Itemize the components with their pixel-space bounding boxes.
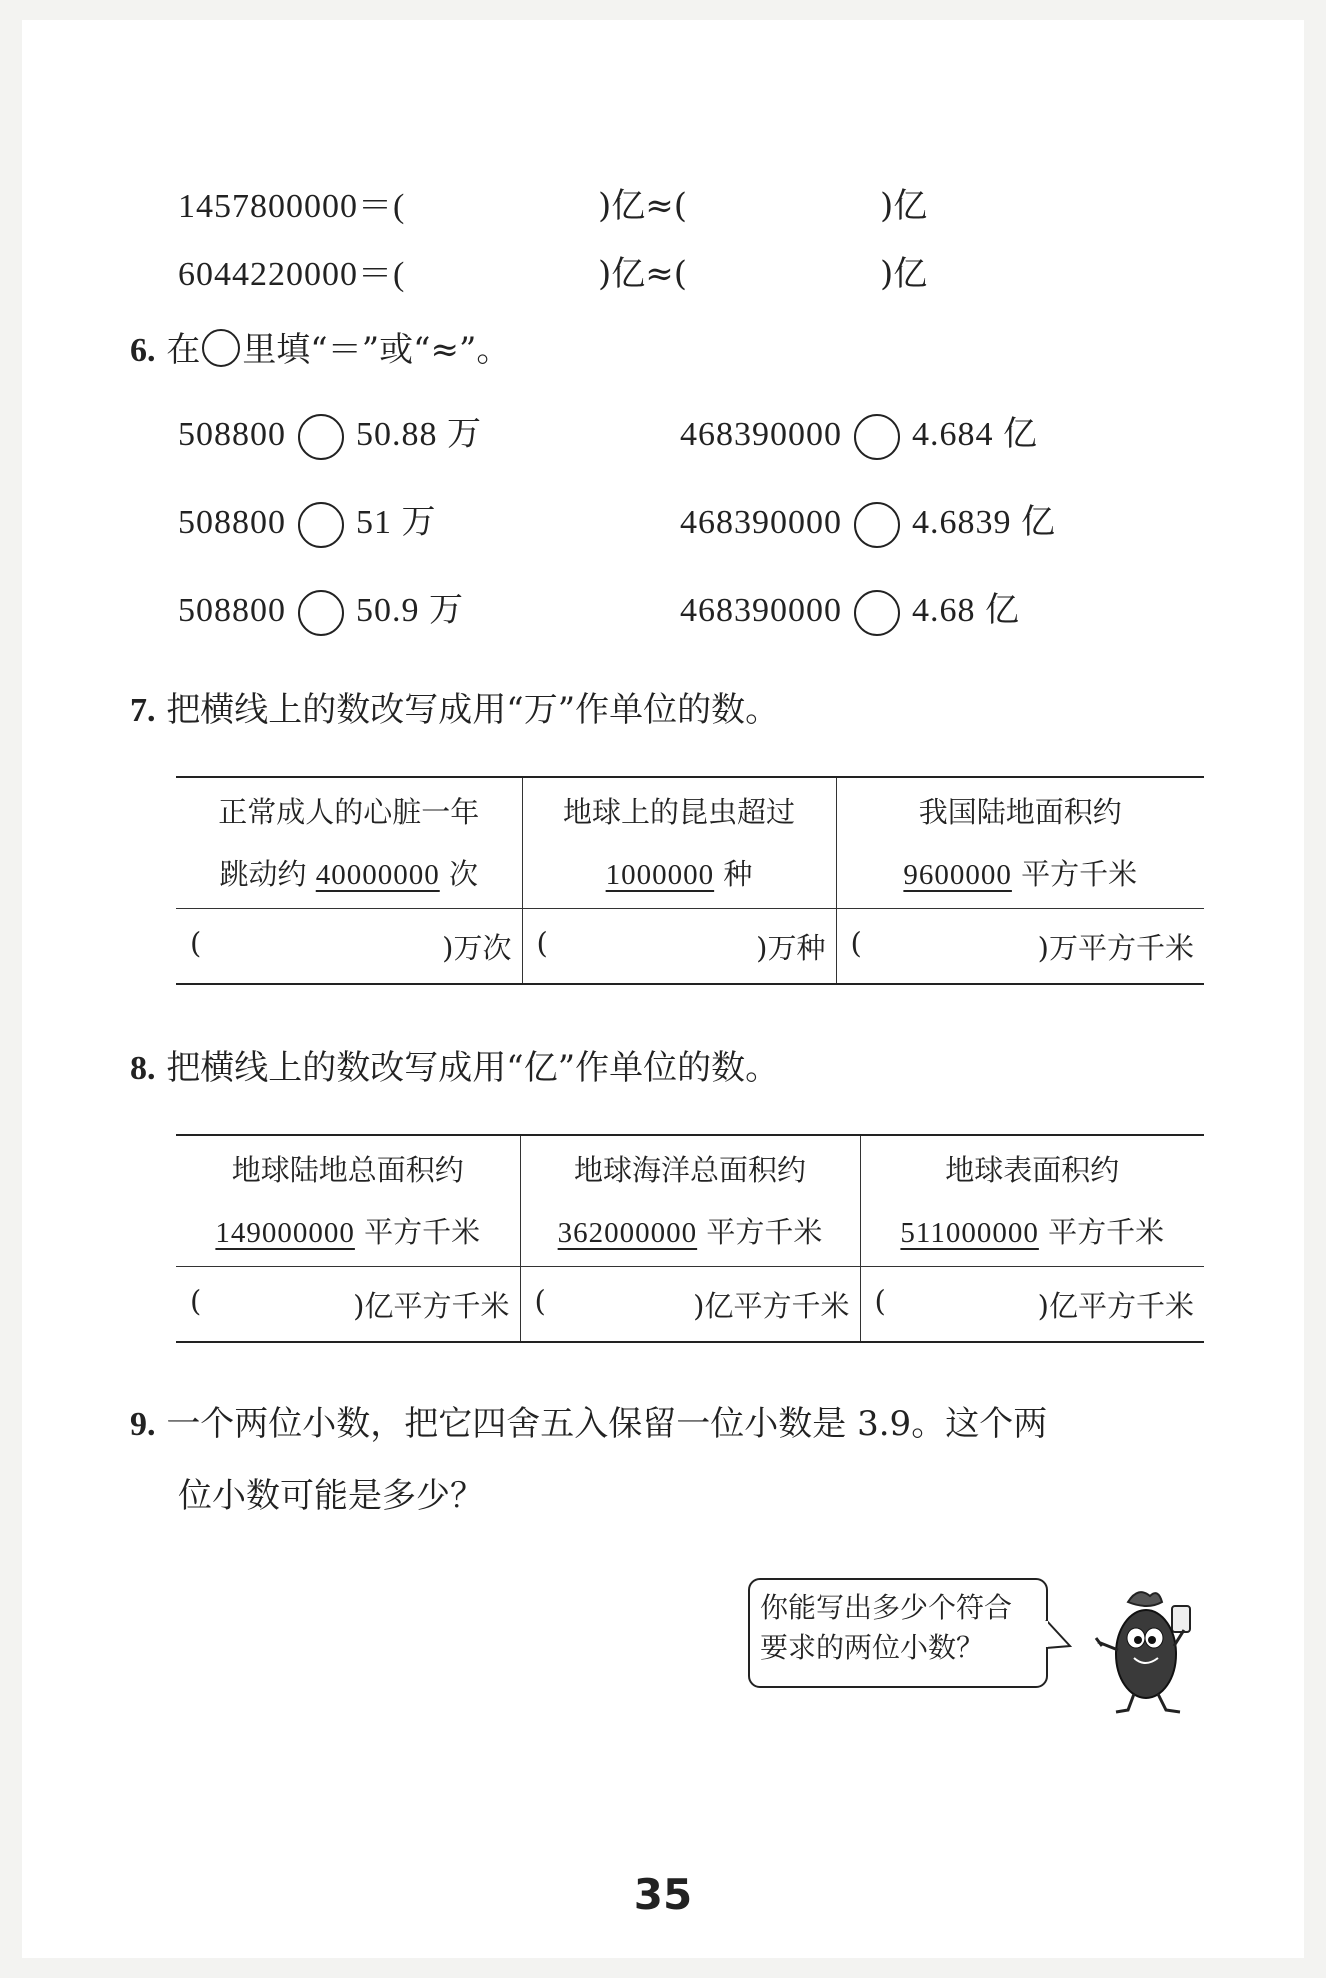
q6-right-1-a: 468390000 (680, 416, 842, 453)
q5-row-1-number: 1457800000＝( (178, 188, 406, 225)
q5-row-2 (178, 246, 405, 295)
q9-heading (130, 1396, 1047, 1445)
q7-cell-2-post: 种 (714, 856, 753, 891)
q7-number: 7. (130, 692, 156, 729)
q6-right-3-b: 4.68 亿 (912, 592, 1020, 629)
q7-cell-3-line1: 我国陆地面积约 (918, 794, 1122, 829)
q7-answer-3-close: )万平方千米 (1037, 930, 1194, 965)
q7-cell-3-post: 平方千米 (1011, 856, 1138, 891)
q6-right-1-b: 4.684 亿 (912, 416, 1038, 453)
q6-left-3-a: 508800 (178, 592, 286, 629)
q7-answer-1[interactable] (176, 909, 522, 985)
q8-answer-2-open: ( (534, 1283, 546, 1318)
q8-answer-1[interactable] (176, 1267, 520, 1343)
q7-table-row-answer (176, 909, 1204, 985)
q7-table (176, 776, 1204, 985)
q8-table-row-question (176, 1135, 1204, 1267)
q7-cell-1-value: 40000000 (315, 858, 440, 891)
q6-left-3-b: 50.9 万 (356, 592, 464, 629)
q8-table-row-answer (176, 1267, 1204, 1343)
q6-right-1 (680, 406, 1038, 460)
q7-cell-3-line2 (837, 843, 1205, 906)
q6-right-3 (680, 582, 1020, 636)
q5-row-2-end: )亿 (880, 254, 928, 294)
eggplant-mascot-icon (1088, 1580, 1208, 1720)
q5-row-1-end: )亿 (880, 186, 928, 226)
answer-circle[interactable] (298, 590, 344, 636)
q8-cell-2-line2 (521, 1201, 860, 1264)
answer-circle[interactable] (298, 502, 344, 548)
q7-cell-2-line2 (523, 843, 836, 906)
q7-heading (130, 682, 779, 731)
q7-cell-1-pre: 跳动约 (219, 856, 316, 891)
q8-title: 把横线上的数改写成用“亿”作单位的数。 (166, 1048, 780, 1088)
q7-answer-1-close: )万次 (442, 930, 512, 965)
circle-icon (202, 329, 240, 367)
q5-row-1-mid: )亿≈( (598, 186, 688, 226)
q8-cell-3-line2 (861, 1201, 1205, 1264)
q5-row-2-mid: )亿≈( (598, 254, 688, 294)
page-number: 35 (633, 1870, 693, 1919)
q9-line-2: 位小数可能是多少？ (178, 1476, 484, 1516)
q7-cell-1-line2 (176, 843, 522, 906)
hint-line-2: 要求的两位小数？ (760, 1631, 985, 1664)
q5-row-1 (178, 178, 405, 227)
q6-left-1-b: 50.88 万 (356, 416, 482, 453)
q6-right-2 (680, 494, 1056, 548)
answer-circle[interactable] (854, 414, 900, 460)
q5-row-2-number: 6044220000＝( (178, 256, 406, 293)
q7-cell-3-value: 9600000 (903, 858, 1012, 891)
q6-right-3-a: 468390000 (680, 592, 842, 629)
q6-left-1 (178, 406, 482, 460)
q7-answer-3-open: ( (850, 925, 862, 960)
q6-right-2-b: 4.6839 亿 (912, 504, 1056, 541)
q8-answer-3[interactable] (860, 1267, 1204, 1343)
answer-circle[interactable] (854, 590, 900, 636)
q8-cell-1-line1: 地球陆地总面积约 (231, 1152, 464, 1187)
q7-cell-1 (176, 777, 522, 909)
q6-left-2-a: 508800 (178, 504, 286, 541)
q7-cell-3 (836, 777, 1204, 909)
q7-answer-3[interactable] (836, 909, 1204, 985)
q6-left-3 (178, 582, 464, 636)
q6-left-2 (178, 494, 437, 548)
q7-table-row-question (176, 777, 1204, 909)
q7-cell-2-value: 1000000 (605, 858, 715, 891)
hint-speech-bubble (748, 1578, 1048, 1688)
q9-line-1: 一个两位小数，把它四舍五入保留一位小数是 3.9。这个两 (166, 1404, 1048, 1444)
q8-cell-2-value: 362000000 (557, 1216, 698, 1249)
q6-number: 6. (130, 332, 156, 369)
answer-circle[interactable] (298, 414, 344, 460)
q8-heading (130, 1040, 779, 1089)
q7-cell-1-line1: 正常成人的心脏一年 (218, 794, 480, 829)
q8-answer-3-open: ( (874, 1283, 886, 1318)
q8-answer-1-close: )亿平方千米 (353, 1288, 510, 1323)
q8-cell-1-line2 (176, 1201, 520, 1264)
q7-cell-2-line1: 地球上的昆虫超过 (562, 794, 795, 829)
q6-text-a: 在 (166, 330, 201, 370)
q7-answer-2[interactable] (522, 909, 836, 985)
q8-answer-1-open: ( (190, 1283, 202, 1318)
q8-cell-3-post: 平方千米 (1038, 1214, 1165, 1249)
q8-cell-3 (860, 1135, 1204, 1267)
q8-cell-2-line1: 地球海洋总面积约 (573, 1152, 806, 1187)
q8-answer-3-close: )亿平方千米 (1037, 1288, 1194, 1323)
q6-left-2-b: 51 万 (356, 504, 437, 541)
q6-left-1-a: 508800 (178, 416, 286, 453)
q7-answer-1-open: ( (190, 925, 202, 960)
q8-cell-1 (176, 1135, 520, 1267)
q8-cell-2 (520, 1135, 860, 1267)
q7-cell-1-post: 次 (439, 856, 478, 891)
q7-cell-2 (522, 777, 836, 909)
q7-title: 把横线上的数改写成用“万”作单位的数。 (166, 690, 780, 730)
q6-text-b: 里填“＝”或“≈”。 (242, 330, 511, 370)
q7-answer-2-open: ( (536, 925, 548, 960)
q9-number: 9. (130, 1406, 156, 1443)
hint-line-1: 你能写出多少个符合 (760, 1591, 1013, 1624)
q8-cell-3-line1: 地球表面积约 (945, 1152, 1120, 1187)
q8-cell-2-post: 平方千米 (697, 1214, 823, 1249)
q8-number: 8. (130, 1050, 156, 1087)
q6-heading (130, 322, 510, 371)
q8-answer-2-close: )亿平方千米 (693, 1288, 850, 1323)
bubble-tail-icon (1044, 1612, 1074, 1662)
q8-table (176, 1134, 1204, 1343)
answer-circle[interactable] (854, 502, 900, 548)
q8-answer-2[interactable] (520, 1267, 860, 1343)
q8-cell-3-value: 511000000 (900, 1216, 1039, 1249)
q8-cell-1-value: 149000000 (215, 1216, 355, 1249)
q6-right-2-a: 468390000 (680, 504, 842, 541)
q7-answer-2-close: )万种 (756, 930, 826, 965)
q8-cell-1-post: 平方千米 (354, 1214, 481, 1249)
